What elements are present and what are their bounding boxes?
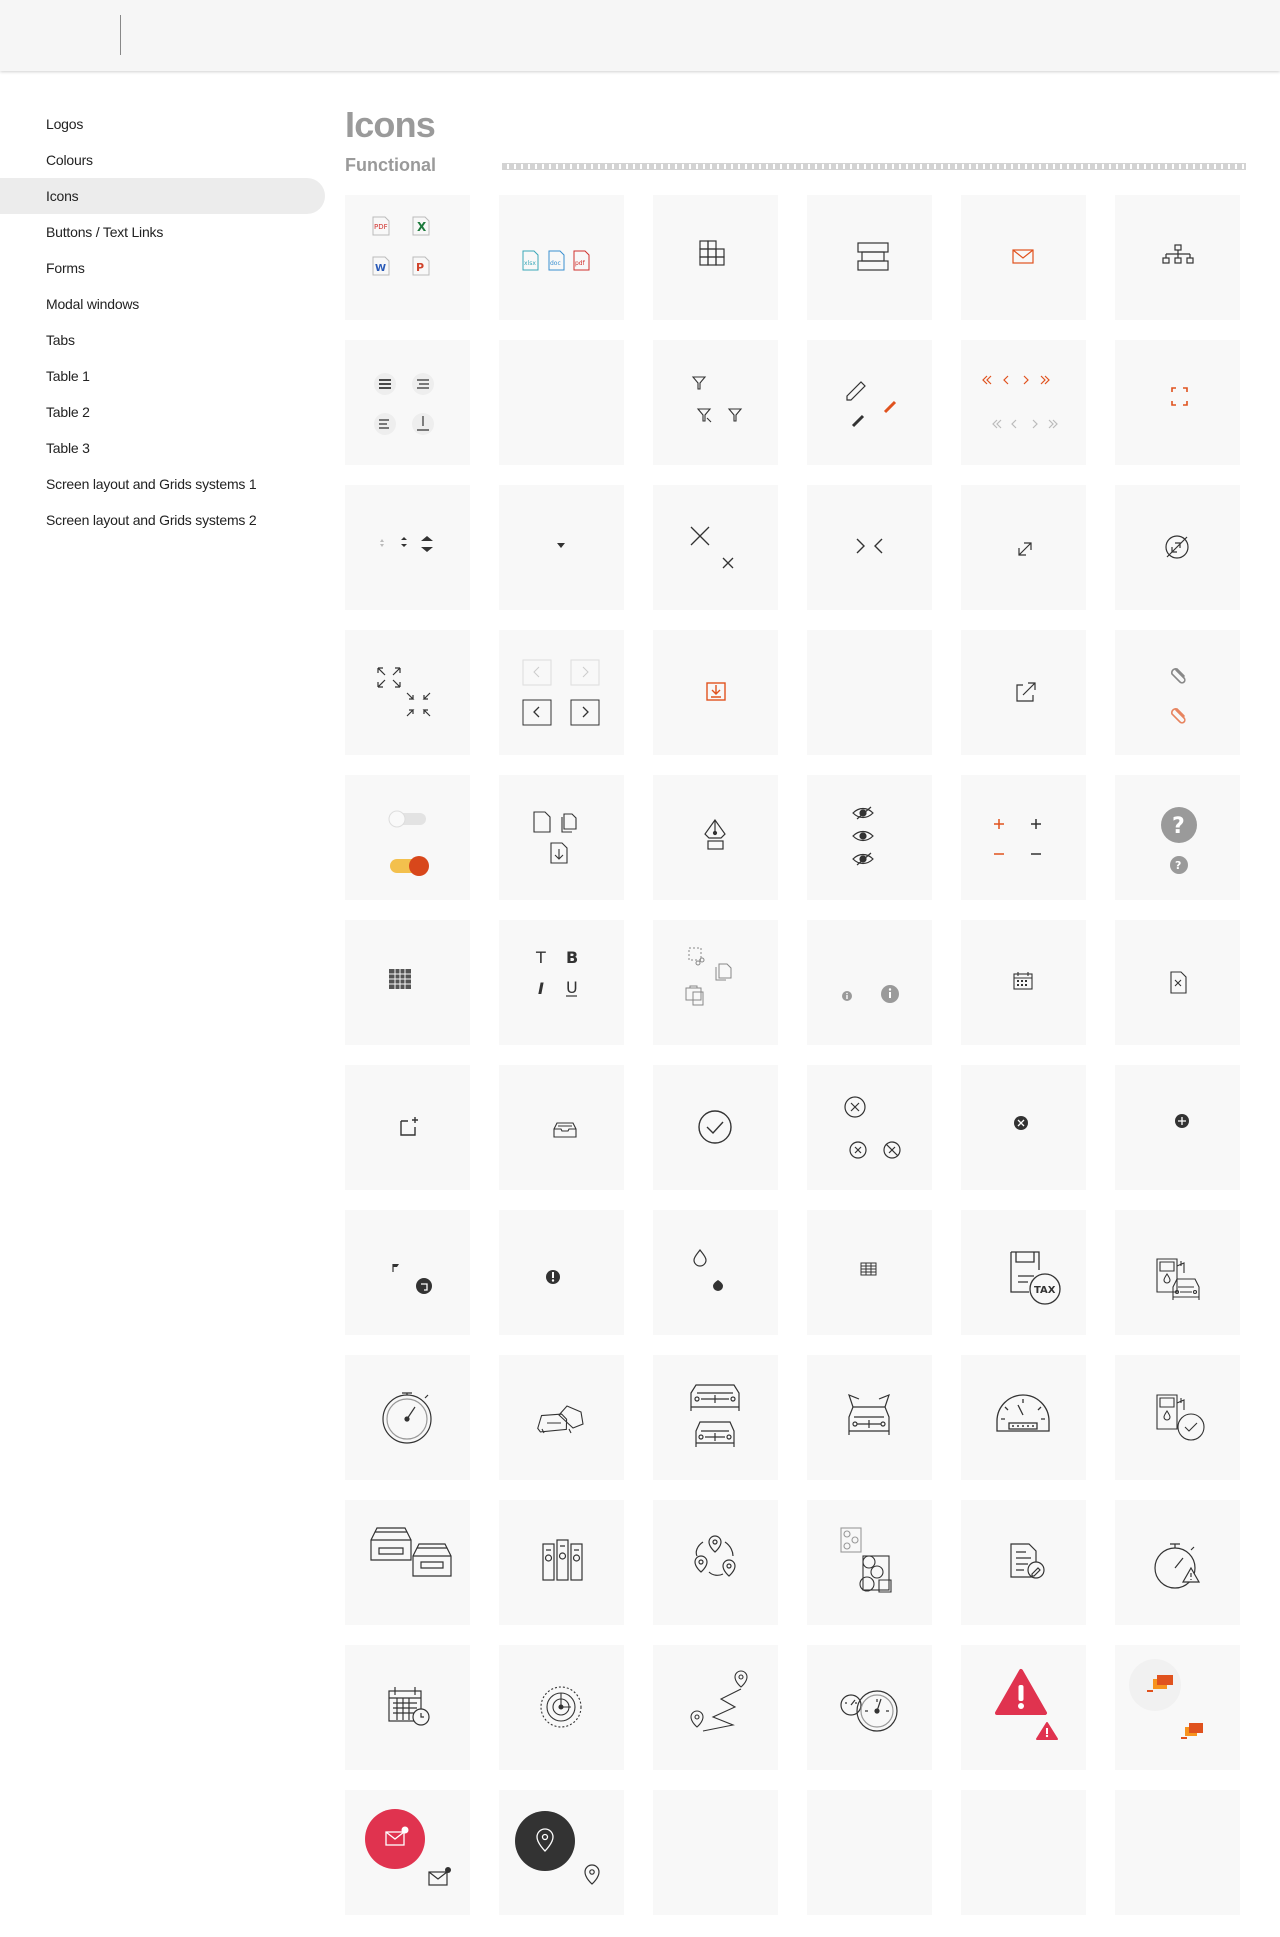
plus-minus-icons[interactable] [961,775,1086,900]
stopwatch-icon[interactable] [345,1355,470,1480]
mail-icon[interactable] [961,195,1086,320]
expand-collapse-icons[interactable] [345,630,470,755]
sidebar-item-forms[interactable]: Forms [46,260,85,276]
filter-icons[interactable] [653,340,778,465]
close-icons[interactable] [653,485,778,610]
calendar-time-icon[interactable] [345,1645,470,1770]
sidebar-item-table-2[interactable]: Table 2 [46,404,90,420]
shapes-catalog-icon[interactable] [807,1500,932,1625]
text-format-icons[interactable] [499,920,624,1045]
fuel-check-icon[interactable] [1115,1355,1240,1480]
calendar-icon[interactable] [961,920,1086,1045]
empty-tile [961,1790,1086,1915]
download-icon[interactable] [653,630,778,755]
sidebar-item-buttons-text-links[interactable]: Buttons / Text Links [46,224,164,240]
mail-notification-icons[interactable] [345,1790,470,1915]
empty-tile [807,630,932,755]
top-header-bar [0,0,1280,71]
car-crash-icon[interactable] [499,1355,624,1480]
svg-text:X: X [417,220,427,234]
text-align-icons[interactable] [345,340,470,465]
sidebar-item-tabs[interactable]: Tabs [46,332,75,348]
notification-badge-icons[interactable] [1115,1645,1240,1770]
svg-text:B: B [566,948,579,967]
alert-filled-icon[interactable] [499,1210,624,1335]
section-subtitle: Functional [345,155,436,175]
pen-tool-icon[interactable] [653,775,778,900]
empty-tile [1115,1790,1240,1915]
sort-arrows-icons[interactable] [345,485,470,610]
svg-text:U: U [566,978,578,997]
close-filled-icon[interactable] [961,1065,1086,1190]
tax-document-icon[interactable] [961,1210,1086,1335]
binders-icon[interactable] [499,1500,624,1625]
page-title: Icons [345,104,436,145]
dropdown-caret-icon[interactable] [499,485,624,610]
open-external-icon[interactable] [961,630,1086,755]
empty-tile [499,340,624,465]
hierarchy-icon[interactable] [1115,195,1240,320]
list-view-icon[interactable] [807,195,932,320]
gauges-icon[interactable] [807,1645,932,1770]
section-divider [502,163,1246,170]
file-remove-icon[interactable] [1115,920,1240,1045]
cut-copy-paste-icons[interactable] [653,920,778,1045]
sidebar-item-colours[interactable]: Colours [46,152,93,168]
flag-icons[interactable] [345,1210,470,1335]
location-pin-icons[interactable] [499,1790,624,1915]
svg-text:P: P [416,261,425,274]
edit-pencil-icons[interactable] [807,340,932,465]
check-circle-icon[interactable] [653,1065,778,1190]
collapse-icon[interactable] [807,485,932,610]
help-icons[interactable] [1115,775,1240,900]
empty-tile [653,1790,778,1915]
file-types-icon[interactable] [345,195,470,320]
expand-diagonal-icon[interactable] [961,485,1086,610]
route-map-icon[interactable] [653,1645,778,1770]
svg-text:W: W [375,263,387,274]
no-expand-icon[interactable] [1115,485,1240,610]
sidebar-item-icons[interactable]: Icons [0,178,325,214]
sidebar-item-table-1[interactable]: Table 1 [46,368,90,384]
file-extensions-icon[interactable] [499,195,624,320]
archive-trays-icon[interactable] [345,1500,470,1625]
sidebar-item-modal-windows[interactable]: Modal windows [46,296,140,312]
svg-text:TAX: TAX [1034,1285,1056,1296]
drop-icons[interactable] [653,1210,778,1335]
small-table-icon[interactable] [807,1210,932,1335]
toggle-switch-icons[interactable] [345,775,470,900]
table-icon[interactable] [345,920,470,1045]
sidebar-item-table-3[interactable]: Table 3 [46,440,90,456]
header-divider [120,15,121,55]
fuel-vehicle-icon[interactable] [1115,1210,1240,1335]
sidebar-item-logos[interactable]: Logos [46,116,84,132]
sidebar-item-screen-layout-1[interactable]: Screen layout and Grids systems 1 [46,476,257,492]
speedometer-icon[interactable] [961,1355,1086,1480]
add-widget-icon[interactable] [345,1065,470,1190]
grid-view-icon[interactable] [653,195,778,320]
add-filled-icon[interactable] [1115,1065,1240,1190]
empty-tile [807,1790,932,1915]
sidebar-nav [0,106,325,538]
svg-text:T: T [536,948,546,967]
pagination-arrows-icons[interactable] [961,340,1086,465]
svg-text:doc: doc [550,260,561,267]
warning-triangle-icons[interactable] [961,1645,1086,1770]
inbox-icon[interactable] [499,1065,624,1190]
radar-icon[interactable] [499,1645,624,1770]
prev-next-buttons-icons[interactable] [499,630,624,755]
document-edit-icon[interactable] [961,1500,1086,1625]
sidebar-item-screen-layout-2[interactable]: Screen layout and Grids systems 2 [46,512,257,528]
icon-grid [345,195,1240,1915]
info-icons[interactable] [807,920,932,1045]
location-network-icon[interactable] [653,1500,778,1625]
visibility-eye-icons[interactable] [807,775,932,900]
svg-text:PDF: PDF [374,223,388,231]
cancel-icons[interactable] [807,1065,932,1190]
fullscreen-corners-icon[interactable] [1115,340,1240,465]
svg-text:I: I [538,979,544,998]
svg-text:pdf: pdf [575,260,585,267]
svg-text:xlsx: xlsx [524,260,536,267]
attachment-icons[interactable] [1115,630,1240,755]
timer-warning-icon[interactable] [1115,1500,1240,1625]
car-open-icon[interactable] [807,1355,932,1480]
document-copy-download-icons[interactable] [499,775,624,900]
svg-text:?: ? [1175,859,1182,872]
svg-text:?: ? [1172,814,1185,839]
car-pair-icon[interactable] [653,1355,778,1480]
